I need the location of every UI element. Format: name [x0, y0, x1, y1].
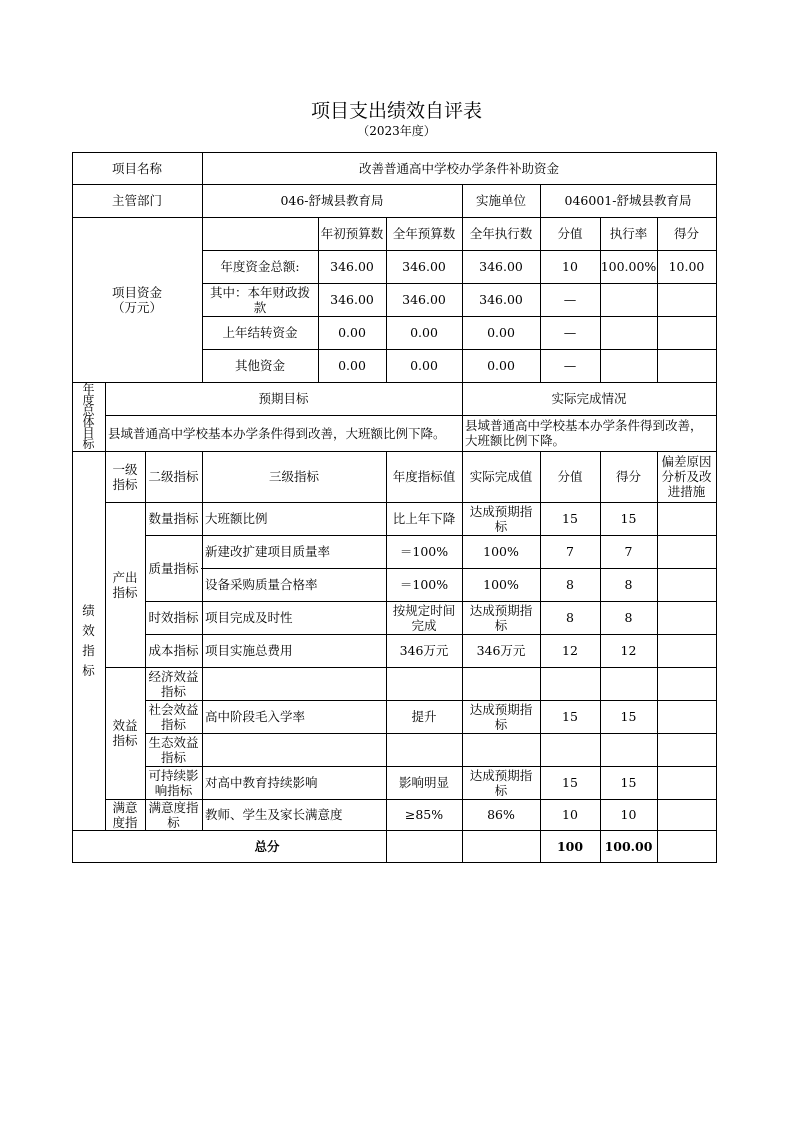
level3-name: 大班额比例: [205, 511, 268, 526]
funds-header-0: 年初预算数: [320, 226, 384, 241]
level2-label: 可持续影 响指标: [148, 767, 199, 798]
table-rule: [657, 830, 658, 863]
table-rule: [657, 451, 658, 863]
level3-score: 10: [562, 807, 578, 822]
project-name-label: 项目名称: [111, 160, 162, 176]
page-subtitle: （2023年度）: [357, 124, 436, 138]
funds-row-cell: 10: [562, 259, 578, 274]
funds-header-3: 分值: [557, 226, 583, 241]
level2-label: 满意度指 标: [148, 799, 199, 830]
level3-score: 8: [566, 610, 574, 625]
level3-actual: 达成预期指 标: [469, 701, 533, 732]
goals-actual-text: 县域普通高中学校基本办学条件得到改善，大班额比例下降。: [465, 418, 703, 448]
level3-target: 提升: [411, 709, 437, 724]
total-label: 总分: [254, 838, 280, 854]
funds-row-name: 年度资金总额:: [220, 259, 300, 274]
indicator-header-2: 三级指标: [268, 469, 319, 484]
level3-actual: 346万元: [476, 643, 526, 658]
funds-row-cell: —: [563, 292, 577, 307]
level3-got: 8: [624, 610, 633, 625]
level3-score: [540, 667, 600, 700]
level3-score: 15: [562, 511, 578, 526]
level3-score: 8: [566, 577, 574, 592]
funds-row-cell: 346.00: [479, 259, 523, 274]
funds-header-4: 执行率: [609, 226, 648, 241]
level3-got: [600, 667, 657, 700]
level3-got: 12: [620, 643, 637, 658]
goals-label: 年 度 总 体 目 标: [82, 382, 95, 451]
funds-row-name: 上年结转资金: [222, 325, 298, 340]
funds-row-cell: [600, 283, 657, 316]
level3-name: 项目完成及时性: [205, 610, 293, 625]
level3-target: 按规定时间 完成: [392, 602, 456, 633]
funds-row-cell: 346.00: [402, 259, 446, 274]
funds-row-cell: —: [563, 358, 577, 373]
level3-name: 教师、学生及家长满意度: [205, 807, 343, 822]
indicator-header-4: 实际完成值: [469, 469, 533, 484]
funds-row-cell: 346.00: [479, 292, 523, 307]
level3-target: ＝100%: [399, 577, 449, 592]
level2-label: 经济效益 指标: [148, 668, 199, 699]
level3-name: 高中阶段毛入学率: [205, 709, 306, 724]
total-score: 100: [556, 838, 584, 854]
funds-row-cell: 0.00: [410, 358, 438, 373]
level3-actual: [462, 733, 540, 766]
page-title: 项目支出绩效自评表: [310, 100, 482, 122]
level3-name: 项目实施总费用: [205, 643, 293, 658]
goals-actual-header: 实际完成情况: [551, 391, 627, 406]
level3-actual: 达成预期指 标: [469, 767, 533, 798]
funds-row-cell: —: [563, 325, 577, 340]
funds-row-cell: 346.00: [330, 292, 374, 307]
level3-name: [202, 733, 386, 766]
level3-score: 15: [562, 709, 578, 724]
funds-header-1: 全年预算数: [392, 226, 456, 241]
level3-target: [386, 733, 462, 766]
level3-name: 新建改扩建项目质量率: [205, 544, 331, 559]
funds-row-cell: [657, 349, 716, 382]
funds-row-cell: [657, 316, 716, 349]
level3-actual: [462, 667, 540, 700]
level3-target: 影响明显: [398, 775, 449, 790]
total-got: 100.00: [604, 838, 653, 854]
funds-row-cell: [600, 349, 657, 382]
project-name-value: 改善普通高中学校办学条件补助资金: [358, 160, 559, 176]
level3-got: 8: [624, 577, 633, 592]
goals-expected-header: 预期目标: [258, 391, 309, 406]
indicators-section-label: 绩 效 指 标: [82, 602, 95, 678]
level3-got: 7: [624, 544, 633, 559]
funds-row-cell: 0.00: [410, 325, 438, 340]
table-rule: [462, 830, 463, 863]
level2-label: 生态效益 指标: [148, 734, 199, 765]
table-rule: [72, 862, 717, 863]
impl-unit-label: 实施单位: [475, 193, 526, 208]
indicator-header-1: 二级指标: [148, 469, 199, 484]
funds-row-cell: 10.00: [668, 259, 705, 274]
level1-satisfaction: 满意 度指: [112, 799, 138, 830]
goals-expected-text: 县域普通高中学校基本办学条件得到改善，大班额比例下降。: [108, 425, 446, 441]
funds-row-cell: [600, 316, 657, 349]
indicator-header-5: 分值: [557, 469, 583, 484]
level3-name: 设备采购质量合格率: [205, 577, 318, 592]
level1-benefit: 效益 指标: [112, 718, 138, 748]
funds-row-name: 其他资金: [234, 358, 285, 373]
level3-got: 15: [620, 511, 637, 526]
dept-value: 046-舒城县教育局: [280, 193, 384, 208]
level3-name: [202, 667, 386, 700]
level1-output: 产出 指标: [112, 569, 138, 600]
funds-header-2: 全年执行数: [469, 226, 533, 241]
indicator-header-3: 年度指标值: [392, 469, 456, 484]
level2-label: 质量指标: [146, 536, 201, 600]
level3-actual: 100%: [483, 544, 519, 559]
level3-target: 346万元: [399, 643, 449, 658]
funds-row-cell: 346.00: [330, 259, 374, 274]
indicator-header-7: 偏差原因 分析及改 进措施: [661, 454, 712, 499]
funds-row-cell: 0.00: [487, 358, 515, 373]
indicator-header-0: 一级 指标: [112, 461, 138, 492]
funds-row-cell: 0.00: [338, 325, 366, 340]
level3-target: ＝100%: [399, 544, 449, 559]
level3-target: ≥85%: [404, 807, 444, 822]
level3-name: 对高中教育持续影响: [205, 775, 318, 790]
level2-label: 时效指标: [148, 610, 199, 625]
level3-got: 15: [620, 775, 637, 790]
level2-label: 成本指标: [148, 643, 199, 658]
level3-actual: 100%: [483, 577, 519, 592]
level3-got: 15: [620, 709, 637, 724]
level3-score: [540, 733, 600, 766]
impl-unit-value: 046001-舒城县教育局: [564, 193, 692, 208]
level3-target: 比上年下降: [392, 511, 456, 526]
funds-row-cell: 100.00%: [600, 259, 657, 274]
indicator-header-6: 得分: [615, 469, 641, 484]
table-rule: [716, 152, 717, 863]
level3-got: 10: [620, 807, 637, 822]
level3-score: 7: [566, 544, 574, 559]
funds-label: 项目资金 （万元）: [111, 284, 162, 315]
level3-target: [386, 667, 462, 700]
level3-score: 15: [562, 775, 578, 790]
funds-row-cell: 0.00: [487, 325, 515, 340]
level2-label: 数量指标: [148, 511, 199, 526]
level3-score: 12: [562, 643, 578, 658]
funds-header-5: 得分: [673, 226, 699, 241]
funds-row-name: 其中：本年财政拨款: [209, 284, 310, 315]
level3-actual: 86%: [487, 807, 515, 822]
funds-row-cell: 0.00: [338, 358, 366, 373]
level2-label: 社会效益 指标: [148, 701, 199, 732]
level3-got: [600, 733, 657, 766]
level3-actual: 达成预期指 标: [469, 503, 533, 534]
level3-actual: 达成预期指 标: [469, 602, 533, 633]
funds-row-cell: 346.00: [402, 292, 446, 307]
dept-label: 主管部门: [111, 193, 162, 208]
funds-row-cell: [657, 283, 716, 316]
